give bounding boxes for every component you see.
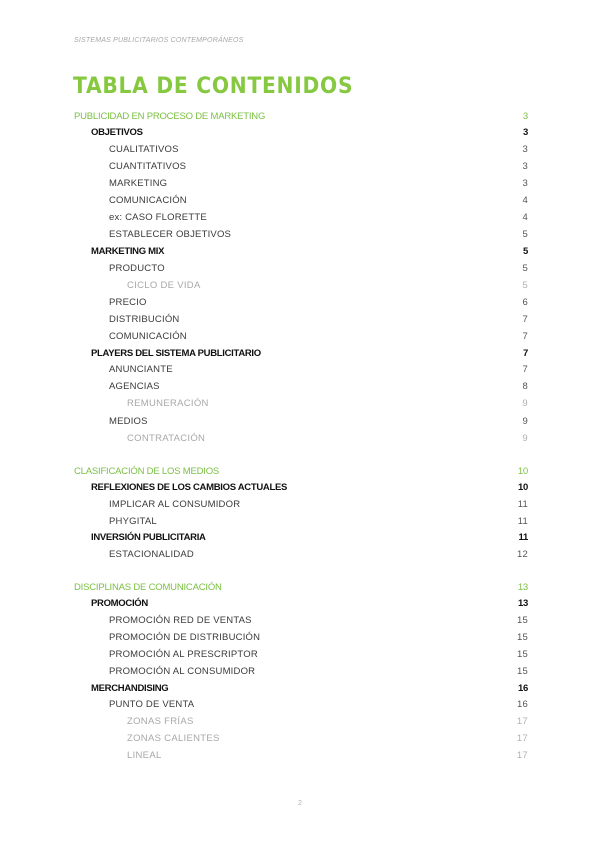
toc-entry[interactable] xyxy=(109,648,528,661)
toc-entry-page: 3 xyxy=(522,111,528,122)
toc-entry-page: 7 xyxy=(522,314,528,325)
toc-entry[interactable] xyxy=(74,465,528,478)
toc-entry-label: PROMOCIÓN RED DE VENTAS xyxy=(109,615,252,626)
toc-entry-label: REMUNERACIÓN xyxy=(127,398,209,409)
toc-entry[interactable] xyxy=(127,715,528,728)
toc-entry[interactable] xyxy=(109,548,528,561)
toc-entry[interactable] xyxy=(109,177,528,190)
toc-entry-label: ZONAS FRÍAS xyxy=(127,716,194,727)
toc-entry[interactable] xyxy=(91,682,528,695)
toc-entry-page: 3 xyxy=(522,144,528,155)
toc-entry-label: AGENCIAS xyxy=(109,381,160,392)
toc-entry-label: INVERSIÓN PUBLICITARIA xyxy=(91,532,206,543)
toc-entry-label: DISCIPLINAS DE COMUNICACIÓN xyxy=(74,582,222,593)
toc-entry-page: 10 xyxy=(518,482,528,493)
toc-entry-label: MEDIOS xyxy=(109,416,148,427)
toc-entry-page: 5 xyxy=(522,229,528,240)
toc-entry[interactable] xyxy=(127,732,528,745)
toc-entry-label: ANUNCIANTE xyxy=(109,364,173,375)
toc-entry-page: 15 xyxy=(517,615,528,626)
page-title: TABLA DE CONTENIDOS xyxy=(73,74,354,99)
toc-entry[interactable] xyxy=(109,330,528,343)
toc-entry[interactable] xyxy=(127,397,528,410)
toc-entry[interactable] xyxy=(109,415,528,428)
toc-entry-page: 5 xyxy=(522,280,528,291)
toc-entry[interactable] xyxy=(91,347,528,360)
toc-entry-page: 4 xyxy=(522,195,528,206)
toc-entry-page: 11 xyxy=(517,516,528,527)
page-number: 2 xyxy=(298,800,302,807)
toc-entry-label: ESTACIONALIDAD xyxy=(109,549,194,560)
toc-entry-page: 7 xyxy=(522,364,528,375)
toc-entry[interactable] xyxy=(109,228,528,241)
toc-entry-label: PRECIO xyxy=(109,297,147,308)
toc-entry-page: 17 xyxy=(516,750,528,761)
toc-entry-label: PLAYERS DEL SISTEMA PUBLICITARIO xyxy=(91,348,261,359)
toc-entry[interactable] xyxy=(109,143,528,156)
toc-entry-page: 16 xyxy=(517,699,528,710)
toc-entry-page: 8 xyxy=(522,381,528,392)
toc-entry-label: COMUNICACIÓN xyxy=(109,331,187,342)
toc-entry-page: 15 xyxy=(517,666,528,677)
toc-entry-label: CONTRATACIÓN xyxy=(127,433,206,444)
toc-entry[interactable] xyxy=(91,597,528,610)
toc-entry-page: 3 xyxy=(523,127,528,138)
toc-entry-label: MARKETING MIX xyxy=(91,246,165,257)
toc-entry[interactable] xyxy=(109,614,528,627)
toc-entry[interactable] xyxy=(109,194,528,207)
toc-entry-label: LINEAL xyxy=(127,750,162,761)
toc-entry[interactable] xyxy=(109,698,528,711)
toc-entry-page: 3 xyxy=(522,161,528,172)
toc-entry-page: 7 xyxy=(523,348,528,359)
toc-entry-label: MERCHANDISING xyxy=(91,683,169,694)
toc-entry[interactable] xyxy=(109,296,528,309)
toc-entry-label: PUNTO DE VENTA xyxy=(109,699,195,710)
toc-entry-label: ZONAS CALIENTES xyxy=(127,733,220,744)
toc-entry-page: 3 xyxy=(522,178,528,189)
toc-entry-label: CICLO DE VIDA xyxy=(127,280,201,291)
toc-entry-label: PROMOCIÓN AL PRESCRIPTOR xyxy=(109,649,258,660)
toc-entry[interactable] xyxy=(109,665,528,678)
toc-entry-label: MARKETING xyxy=(109,178,168,189)
toc-entry-label: IMPLICAR AL CONSUMIDOR xyxy=(109,499,241,510)
toc-entry-page: 15 xyxy=(517,632,528,643)
toc-entry-page: 4 xyxy=(522,212,528,223)
toc-entry[interactable] xyxy=(127,432,528,445)
toc-entry-label: PHYGITAL xyxy=(109,516,157,527)
toc-entry[interactable] xyxy=(91,531,528,544)
toc-entry[interactable] xyxy=(109,363,528,376)
toc-entry-page: 9 xyxy=(522,433,528,444)
toc-entry[interactable] xyxy=(109,498,528,511)
toc-entry-label: PROMOCIÓN AL CONSUMIDOR xyxy=(109,666,256,677)
toc-entry-page: 11 xyxy=(517,499,528,510)
toc-entry-label: COMUNICACIÓN xyxy=(109,195,187,206)
toc-entry[interactable] xyxy=(109,160,528,173)
toc-entry-page: 17 xyxy=(516,733,528,744)
toc-entry-label: PUBLICIDAD EN PROCESO DE MARKETING xyxy=(74,111,266,122)
toc-entry-page: 12 xyxy=(517,549,528,560)
toc-entry-label: ESTABLECER OBJETIVOS xyxy=(109,229,232,240)
toc-entry[interactable] xyxy=(109,211,528,224)
toc-entry-page: 13 xyxy=(518,598,528,609)
toc-entry-page: 16 xyxy=(518,683,528,694)
toc-entry-page: 10 xyxy=(517,466,528,477)
toc-entry-page: 5 xyxy=(523,246,528,257)
toc-entry[interactable] xyxy=(109,313,528,326)
running-header: SISTEMAS PUBLICITARIOS CONTEMPORÁNEOS xyxy=(74,37,244,44)
toc-entry[interactable] xyxy=(91,245,528,258)
toc-entry-page: 9 xyxy=(522,398,528,409)
toc-entry[interactable] xyxy=(127,279,528,292)
toc-entry[interactable] xyxy=(109,515,528,528)
toc-entry-page: 6 xyxy=(522,297,528,308)
toc-entry-label: CUANTITATIVOS xyxy=(109,161,187,172)
toc-entry-page: 15 xyxy=(517,649,528,660)
toc-entry-page: 17 xyxy=(516,716,528,727)
toc-entry-label: CUALITATIVOS xyxy=(109,144,179,155)
toc-entry[interactable] xyxy=(91,126,528,139)
toc-entry-label: DISTRIBUCIÓN xyxy=(109,314,180,325)
toc-entry-label: REFLEXIONES DE LOS CAMBIOS ACTUALES xyxy=(91,482,288,493)
toc-entry-label: PRODUCTO xyxy=(109,263,165,274)
toc-entry-page: 5 xyxy=(522,263,528,274)
toc-entry-label: OBJETIVOS xyxy=(91,127,143,138)
toc-entry[interactable] xyxy=(91,481,528,494)
toc-entry[interactable] xyxy=(74,581,528,594)
toc-entry-label: PROMOCIÓN xyxy=(91,598,148,609)
toc-entry-label: PROMOCIÓN DE DISTRIBUCIÓN xyxy=(109,632,261,643)
toc-entry[interactable] xyxy=(109,380,528,393)
toc-entry-page: 11 xyxy=(518,532,528,543)
toc-entry[interactable] xyxy=(74,110,528,123)
toc-entry[interactable] xyxy=(127,749,528,762)
toc-entry-page: 7 xyxy=(522,331,528,342)
toc-entry-label: ex: CASO FLORETTE xyxy=(109,212,207,223)
toc-entry[interactable] xyxy=(109,631,528,644)
toc-entry[interactable] xyxy=(109,262,528,275)
toc-entry-page: 13 xyxy=(517,582,528,593)
toc-entry-label: CLASIFICACIÓN DE LOS MEDIOS xyxy=(74,466,220,477)
toc-entry-page: 9 xyxy=(522,416,528,427)
